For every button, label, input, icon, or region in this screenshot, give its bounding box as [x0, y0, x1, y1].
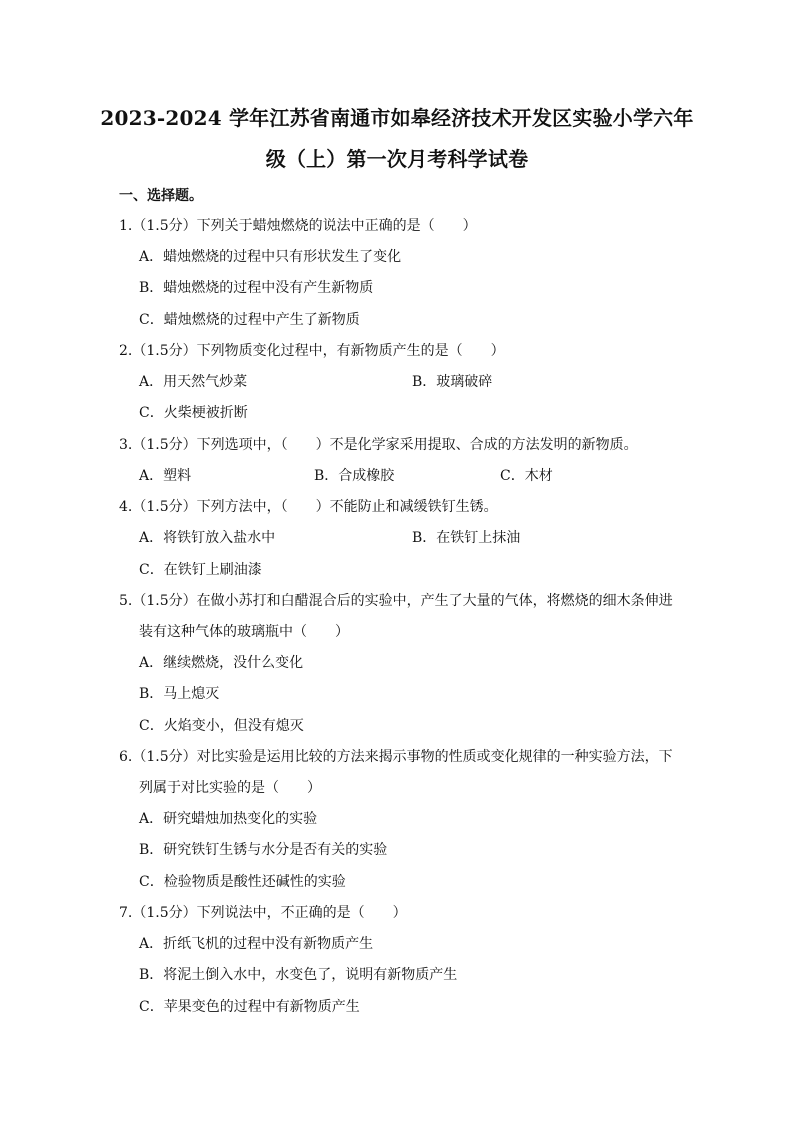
question-6-text-line-1: 6.（1.5分）对比实验是运用比较的方法来揭示事物的性质或变化规律的一种实验方法，下 — [119, 749, 673, 765]
question-4-option-c: C．在铁钉上刷油漆 — [139, 562, 262, 578]
question-3-text: 3.（1.5分）下列选项中，（ ）不是化学家采用提取、合成的方法发明的新物质。 — [119, 437, 638, 453]
question-7-option-b: B．将泥土倒入水中，水变色了，说明有新物质产生 — [139, 967, 458, 983]
question-2-option-a: A．用天然气炒菜 — [139, 374, 248, 390]
question-2-option-b: B．玻璃破碎 — [412, 374, 493, 390]
question-2-option-c: C．火柴梗被折断 — [139, 405, 248, 421]
question-4-text: 4.（1.5分）下列方法中，（ ）不能防止和减缓铁钉生锈。 — [119, 499, 498, 515]
question-5-option-b: B．马上熄灭 — [139, 686, 220, 702]
question-3-option-c: C．木材 — [500, 468, 553, 484]
question-6-option-b: B．研究铁钉生锈与水分是否有关的实验 — [139, 842, 388, 858]
question-6-option-c: C．检验物质是酸性还碱性的实验 — [139, 874, 346, 890]
question-7-option-a: A．折纸飞机的过程中没有新物质产生 — [139, 936, 374, 952]
question-2-text: 2.（1.5分）下列物质变化过程中，有新物质产生的是（ ） — [119, 343, 505, 359]
question-3-option-a: A．塑料 — [139, 468, 192, 484]
question-5-option-a: A．继续燃烧，没什么变化 — [139, 655, 304, 671]
question-4-option-b: B．在铁钉上抹油 — [412, 530, 521, 546]
question-5-text-line-1: 5.（1.5分）在做小苏打和白醋混合后的实验中，产生了大量的气体，将燃烧的细木条伸进 — [119, 593, 673, 609]
question-1-option-b: B．蜡烛燃烧的过程中没有产生新物质 — [139, 280, 374, 296]
question-4-option-a: A．将铁钉放入盐水中 — [139, 530, 276, 546]
question-1-option-c: C．蜡烛燃烧的过程中产生了新物质 — [139, 312, 360, 328]
question-6-option-a: A．研究蜡烛加热变化的实验 — [139, 811, 318, 827]
question-7-option-c: C．苹果变色的过程中有新物质产生 — [139, 999, 360, 1015]
question-3-option-b: B．合成橡胶 — [314, 468, 395, 484]
question-7-text: 7.（1.5分）下列说法中，不正确的是（ ） — [119, 905, 407, 921]
page-title-line-2: 级（上）第一次月考科学试卷 — [265, 147, 529, 171]
section-heading: 一、选择题。 — [119, 188, 203, 204]
question-5-option-c: C．火焰变小，但没有熄灭 — [139, 718, 304, 734]
question-1-text: 1.（1.5分）下列关于蜡烛燃烧的说法中正确的是（ ） — [119, 218, 477, 234]
question-6-text-line-2: 列属于对比实验的是（ ） — [139, 780, 321, 796]
question-5-text-line-2: 装有这种气体的玻璃瓶中（ ） — [139, 624, 349, 640]
question-1-option-a: A．蜡烛燃烧的过程中只有形状发生了变化 — [139, 249, 402, 265]
page-title-line-1: 2023-2024 学年江苏省南通市如皋经济技术开发区实验小学六年 — [100, 106, 694, 130]
